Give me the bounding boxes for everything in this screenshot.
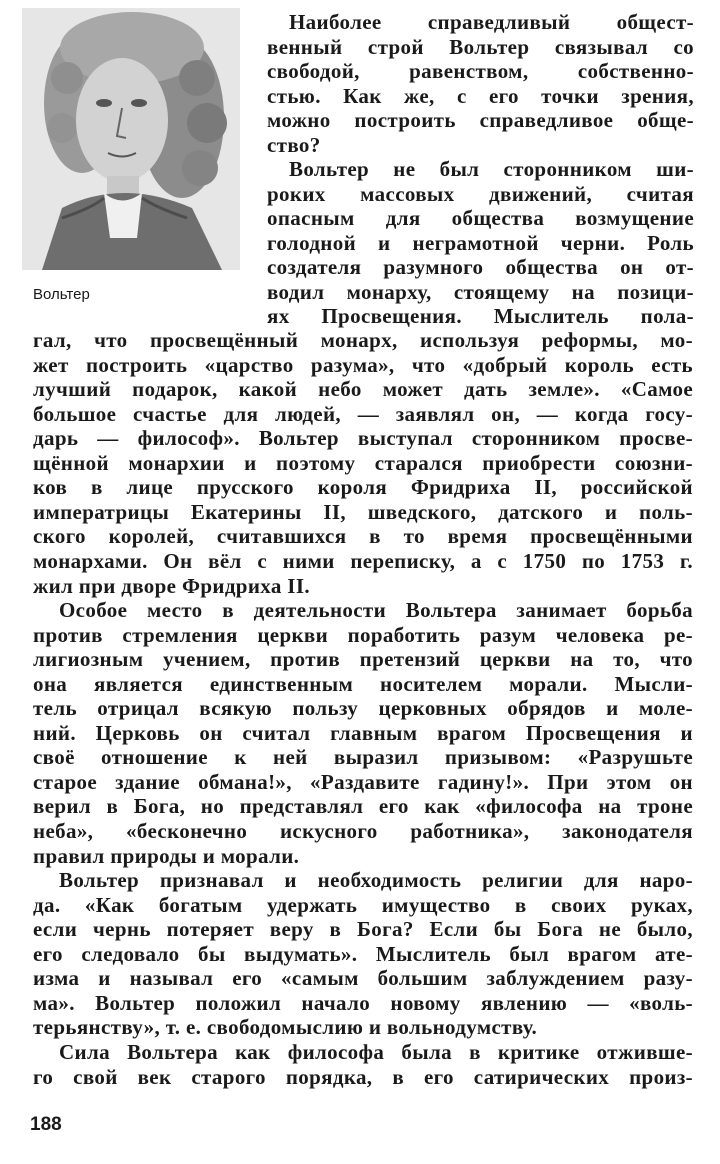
text-line: да. «Как богатым удержать имущество в своих руках, <box>33 892 693 917</box>
text-line: гал, что просвещённый монарх, используя реформы, мо- <box>33 328 693 352</box>
text-line: верил в Бога, но представлял его как «философа на троне <box>33 794 693 819</box>
portrait-caption: Вольтер <box>33 286 90 303</box>
text-line: ство? <box>267 132 321 157</box>
text-line: его следовало бы выдумать». Мыслитель был врагом ате- <box>33 941 693 966</box>
text-line: монархами. Он вёл с ними переписку, а с 1750 по 1753 г. <box>33 548 693 573</box>
text-line: стью. Как же, с его точки зрения, <box>267 83 694 108</box>
text-line: свободой, равенством, собственно- <box>267 59 694 83</box>
text-line: ского королей, считавшихся в то время просвещёнными <box>33 524 693 549</box>
text-line: большое счастье для людей, — заявлял он, — когда госу- <box>33 401 693 426</box>
voltaire-portrait <box>22 8 240 270</box>
text-line: ков в лице прусского короля Фридриха II, российской <box>33 475 693 500</box>
text-line: Наиболее справедливый общест- <box>289 10 694 34</box>
text-line: дарь — философ». Вольтер выступал сторонником просве- <box>33 426 693 451</box>
text-line: водил монарху, стоящему на позици- <box>267 279 694 304</box>
text-line: ний. Церковь он считал главным врагом Просвещения и <box>33 720 693 745</box>
text-line: тель отрицал всякую пользу церковных обрядов и моле- <box>33 696 693 721</box>
text-line: опасным для общества возмущение <box>267 206 694 230</box>
text-line: императрицы Екатерины II, шведского, датского и поль- <box>33 499 693 524</box>
text-line: своё отношение к ней выразил призывом: «Разрушьте <box>33 745 693 770</box>
text-line: ях Просвещения. Мыслитель пола- <box>267 304 694 328</box>
text-line: можно построить справедливое обще- <box>267 108 694 132</box>
text-line: терьянству», т. е. свободомыслию и вольнодумству. <box>33 1015 538 1040</box>
text-line: против стремления церкви поработить разум человека ре- <box>33 622 693 647</box>
text-line: неба», «бесконечно искусного работника», законодателя <box>33 819 693 843</box>
text-line: ма». Вольтер положил начало новому явлению — «воль- <box>33 990 693 1015</box>
text-line: создателя разумного общества он от- <box>267 255 694 279</box>
text-line: щённой монархии и поэтому старался приобрести союзни- <box>33 450 693 475</box>
text-line: жил при дворе Фридриха II. <box>33 573 310 598</box>
text-line: жет построить «царство разума», что «добрый король есть <box>33 352 693 377</box>
text-line: Вольтер признавал и необходимость религии для наро- <box>59 868 693 893</box>
text-line: роких массовых движений, считая <box>267 181 694 206</box>
text-line: она является единственным носителем морали. Мысли- <box>33 671 693 696</box>
text-line: изма и называл его «самым большим заблуждением разу- <box>33 966 693 991</box>
text-line: лигиозным учением, против претензий церкви на то, что <box>33 647 693 672</box>
text-line: венный строй Вольтер связывал со <box>267 34 694 59</box>
text-line: лучший подарок, какой небо может дать земле». «Самое <box>33 377 693 402</box>
text-line: старое здание обмана!», «Раздавите гадину!». При этом он <box>33 769 693 794</box>
text-line: Сила Вольтера как философа была в критике отживше- <box>59 1039 693 1064</box>
text-line: го свой век старого порядка, в его сатирических произ- <box>33 1064 693 1089</box>
text-line: если чернь потеряет веру в Бога? Если бы Бога не было, <box>33 917 693 942</box>
text-line: голодной и неграмотной черни. Роль <box>267 230 694 255</box>
text-line: Особое место в деятельности Вольтера занимает борьба <box>59 598 693 623</box>
portrait-image <box>22 8 240 270</box>
text-line: Вольтер не был сторонником ши- <box>289 157 694 181</box>
page-number: 188 <box>30 1114 62 1135</box>
text-line: правил природы и морали. <box>33 843 300 868</box>
